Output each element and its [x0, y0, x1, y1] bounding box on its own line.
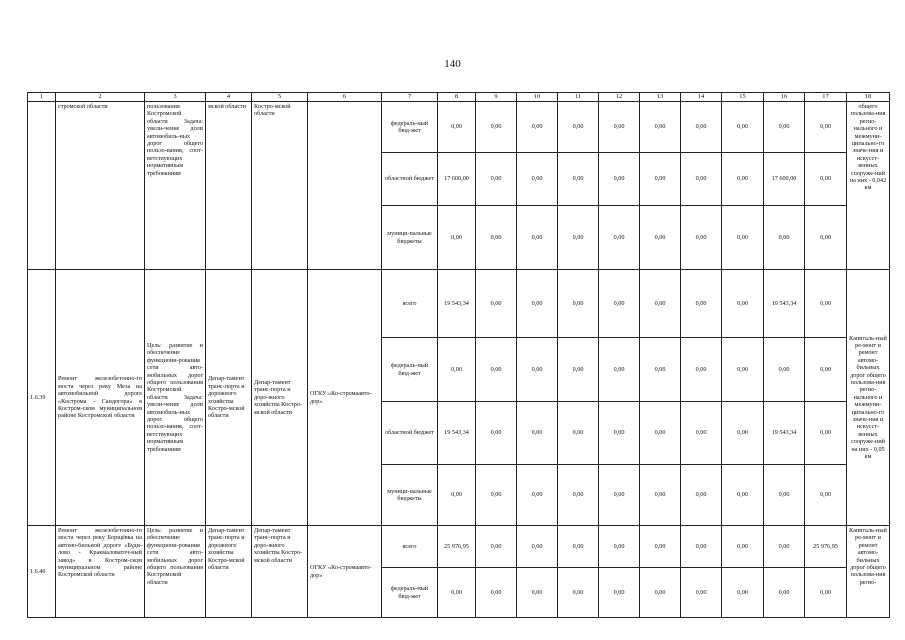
value-cell: 0,00 [640, 102, 681, 153]
value-cell: 0,00 [517, 206, 558, 270]
value-cell: 25 976,95 [805, 526, 847, 568]
value-cell: 0,00 [517, 102, 558, 153]
header-cell: 6 [308, 93, 382, 102]
value-cell: 0,00 [517, 568, 558, 618]
header-cell: 12 [599, 93, 640, 102]
value-cell: 0,00 [722, 338, 764, 402]
header-cell: 8 [438, 93, 476, 102]
header-cell: 14 [681, 93, 722, 102]
coexecutor-text: мской области [206, 102, 252, 270]
value-cell: 0,00 [558, 102, 599, 153]
measure-name: стромской области [56, 102, 145, 270]
executor-text [308, 102, 382, 270]
goal-text: Цель: развитие и обеспечение функциони-рования сети авто-мобильных дорог общего пользования Костромской области [145, 526, 206, 618]
value-cell: 0,00 [681, 568, 722, 618]
value-cell: 0,00 [764, 568, 805, 618]
row-number: 1.6.40 [28, 526, 56, 618]
value-cell: 0,00 [558, 526, 599, 568]
funding-source: федераль-ный бюд-жет [382, 568, 438, 618]
coexecutor-text: Депар-тамент транс-порта и дорожного хозяйства Костро-мской области [206, 526, 252, 618]
value-cell: 17 600,00 [438, 153, 476, 206]
value-cell: 0,00 [476, 465, 517, 526]
value-cell: 0,00 [438, 568, 476, 618]
value-cell: 0,00 [438, 102, 476, 153]
expected-result: общего пользова-ния регио-нального и межмуни-ципально-го значе-ния и искусст-венных сооруже-ний на них - 0,042 км [847, 102, 890, 270]
header-cell: 3 [145, 93, 206, 102]
expected-result: Капиталь-ный ре-монт и ремонт автомо-бильных дорог общего пользова-ния регио- [847, 526, 890, 618]
value-cell: 0,00 [764, 465, 805, 526]
value-cell: 0,00 [640, 270, 681, 338]
value-cell: 0,00 [517, 270, 558, 338]
value-cell: 0,00 [722, 402, 764, 465]
value-cell: 0,00 [517, 338, 558, 402]
funding-source: муници-пальные бюджеты [382, 206, 438, 270]
value-cell: 0,00 [599, 526, 640, 568]
value-cell: 0,00 [640, 153, 681, 206]
funding-source: всего [382, 270, 438, 338]
header-cell: 16 [764, 93, 805, 102]
row-number: 1.6.39 [28, 270, 56, 526]
funding-source: областной бюджет [382, 402, 438, 465]
value-cell: 0,00 [681, 465, 722, 526]
value-cell: 0,00 [681, 102, 722, 153]
value-cell: 19 543,34 [438, 270, 476, 338]
row-number [28, 102, 56, 270]
table-row [28, 526, 890, 568]
customer-text: Костро-мской области [252, 102, 308, 270]
goal-text: пользования Костромской области Задача: увели-чение доли автомобиль-ных дорог общего пользо-вания, соот-ветствующих нормативным требованиям [145, 102, 206, 270]
table-row [28, 102, 890, 153]
executor-text: ОГКУ «Ко-стромаавто-дор» [308, 270, 382, 526]
value-cell: 0,00 [722, 206, 764, 270]
value-cell: 0,00 [805, 338, 847, 402]
header-cell: 5 [252, 93, 308, 102]
budget-table [27, 92, 890, 618]
value-cell: 0,00 [517, 153, 558, 206]
header-cell: 13 [640, 93, 681, 102]
value-cell: 0,00 [681, 526, 722, 568]
value-cell: 0,00 [805, 153, 847, 206]
header-cell: 17 [805, 93, 847, 102]
value-cell: 0,00 [805, 270, 847, 338]
value-cell: 17 600,00 [764, 153, 805, 206]
value-cell: 0,00 [640, 568, 681, 618]
header-cell: 18 [847, 93, 890, 102]
value-cell: 0,00 [599, 338, 640, 402]
value-cell: 0,00 [681, 402, 722, 465]
value-cell: 0,00 [722, 270, 764, 338]
executor-text: ОГКУ «Ко-стромаавто-дор» [308, 526, 382, 618]
header-row [28, 93, 890, 102]
value-cell: 0,00 [599, 270, 640, 338]
header-cell: 1 [28, 93, 56, 102]
funding-source: всего [382, 526, 438, 568]
value-cell: 0,00 [640, 465, 681, 526]
value-cell: 0,00 [805, 402, 847, 465]
value-cell: 0,00 [438, 338, 476, 402]
funding-source: федераль-ный бюд-жет [382, 338, 438, 402]
value-cell: 0,00 [438, 206, 476, 270]
value-cell: 0,00 [558, 153, 599, 206]
value-cell: 0,00 [476, 402, 517, 465]
value-cell: 0,00 [764, 102, 805, 153]
value-cell: 0,00 [599, 102, 640, 153]
customer-text: Депар-тамент транс-порта и доро-жного хозяйства Костро-мской области [252, 270, 308, 526]
value-cell: 0,00 [805, 465, 847, 526]
value-cell: 0,00 [640, 206, 681, 270]
header-cell: 15 [722, 93, 764, 102]
customer-text: Депар-тамент транс-порта и доро-жного хозяйства Костро-мской области [252, 526, 308, 618]
page-number: 140 [444, 58, 461, 70]
value-cell: 0,00 [599, 568, 640, 618]
value-cell: 0,00 [599, 465, 640, 526]
value-cell: 0,00 [681, 206, 722, 270]
value-cell: 0,00 [476, 526, 517, 568]
header-cell: 11 [558, 93, 599, 102]
value-cell: 19 543,34 [764, 402, 805, 465]
value-cell: 0,00 [599, 402, 640, 465]
value-cell: 0,00 [764, 338, 805, 402]
header-cell: 9 [476, 93, 517, 102]
value-cell: 0,00 [805, 206, 847, 270]
value-cell: 0,00 [558, 270, 599, 338]
value-cell: 0,00 [640, 526, 681, 568]
value-cell: 0,00 [558, 338, 599, 402]
value-cell: 0,00 [681, 338, 722, 402]
value-cell: 0,00 [764, 526, 805, 568]
value-cell: 0,00 [558, 402, 599, 465]
value-cell: 0,00 [722, 102, 764, 153]
table-row [28, 270, 890, 338]
value-cell: 0,00 [681, 153, 722, 206]
value-cell: 0,00 [764, 206, 805, 270]
value-cell: 0,00 [476, 206, 517, 270]
value-cell: 0,00 [722, 465, 764, 526]
value-cell: 0,00 [558, 206, 599, 270]
header-cell: 4 [206, 93, 252, 102]
value-cell: 0,00 [640, 402, 681, 465]
funding-source: федераль-ный бюд-жет [382, 102, 438, 153]
value-cell: 0,00 [476, 102, 517, 153]
value-cell: 0,00 [722, 568, 764, 618]
value-cell: 0,00 [640, 338, 681, 402]
measure-name: Ремонт железобетонно-го моста через реку Меза на автомобильной дороге «Кострома - Сандогора» в Костром-ском муниципальном районе Костромской области [56, 270, 145, 526]
value-cell: 0,00 [476, 153, 517, 206]
value-cell: 19 543,34 [764, 270, 805, 338]
header-cell: 10 [517, 93, 558, 102]
value-cell: 0,00 [599, 206, 640, 270]
value-cell: 0,00 [476, 270, 517, 338]
value-cell: 0,00 [599, 153, 640, 206]
value-cell: 0,00 [722, 526, 764, 568]
value-cell: 0,00 [517, 465, 558, 526]
header-cell: 7 [382, 93, 438, 102]
value-cell: 0,00 [805, 568, 847, 618]
value-cell: 0,00 [517, 402, 558, 465]
value-cell: 0,00 [476, 568, 517, 618]
value-cell: 19 543,34 [438, 402, 476, 465]
expected-result: Капиталь-ный ре-монт и ремонт автомо-бильных дорог общего пользова-ния регио-нального и межмуни-ципально-го значе-ния и искусст-венных сооруже-ний на них - 0,05 км [847, 270, 890, 526]
measure-name: Ремонт железобетонно-го моста через реку Борщёвка на автомо-бильной дороге «Буди-лово - Кракмаловаточ-ный завод» в Костром-ском муниципальном районе Костромской области [56, 526, 145, 618]
value-cell: 0,00 [558, 465, 599, 526]
value-cell: 0,00 [438, 465, 476, 526]
funding-source: муници-пальные бюджеты [382, 465, 438, 526]
value-cell: 0,00 [517, 526, 558, 568]
value-cell: 0,00 [681, 270, 722, 338]
coexecutor-text: Депар-тамент транс-порта и дорожного хозяйства Костро-мской области [206, 270, 252, 526]
value-cell: 25 976,95 [438, 526, 476, 568]
value-cell: 0,00 [558, 568, 599, 618]
header-cell: 2 [56, 93, 145, 102]
goal-text: Цель: развитие и обеспечение функциони-рования сети авто-мобильных дорог общего пользования Костромской области Задача: увели-чение доли автомобиль-ных дорог общего пользо-вания, соот-ветствующих нормативным требованиям [145, 270, 206, 526]
value-cell: 0,00 [476, 338, 517, 402]
value-cell: 0,00 [805, 102, 847, 153]
funding-source: областной бюджет [382, 153, 438, 206]
value-cell: 0,00 [722, 153, 764, 206]
